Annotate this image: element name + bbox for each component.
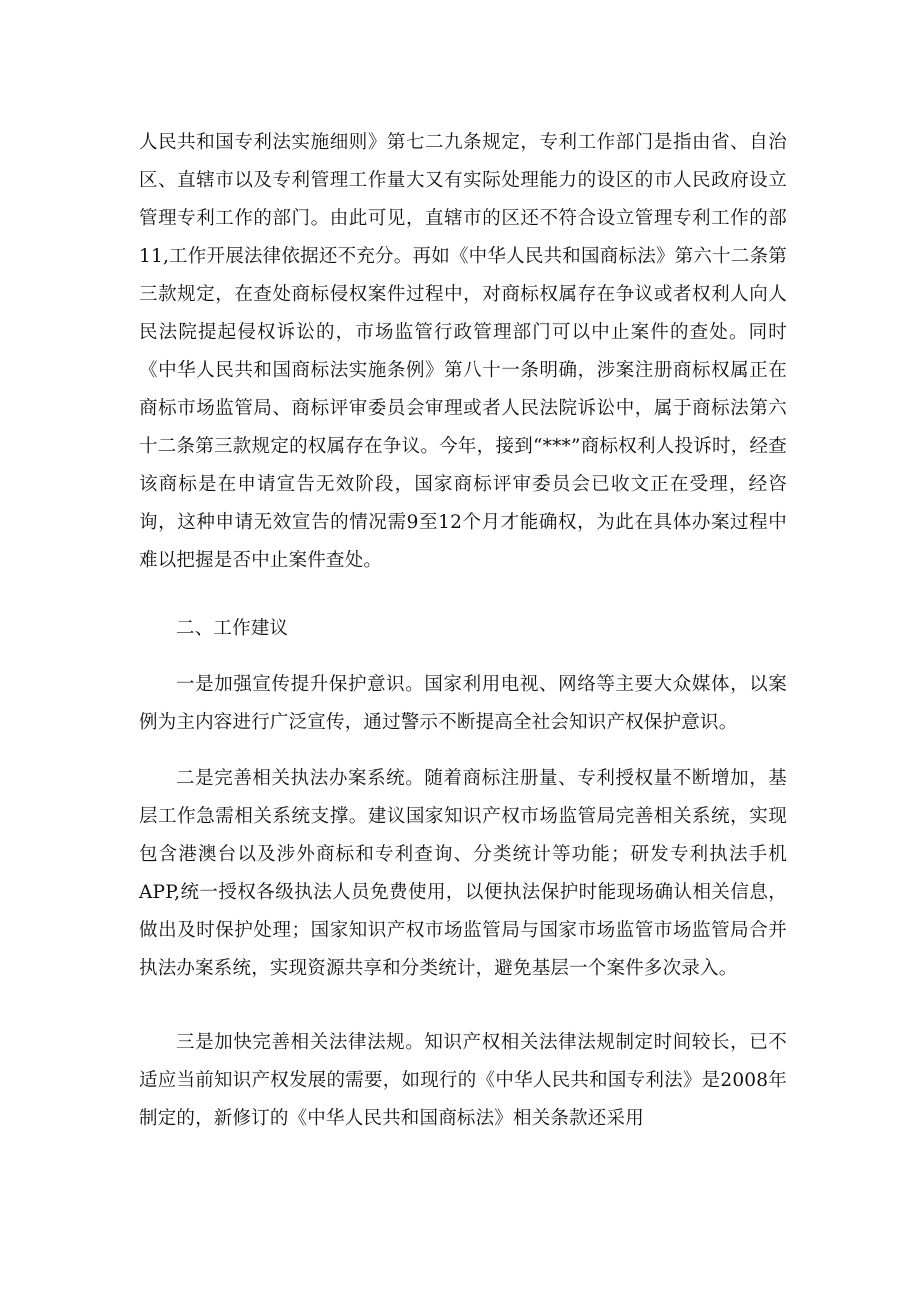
paragraph-text: 三是加快完善相关法律法规。知识产权相关法律法规制定时间较长，已不适应当前知识产权发展的需要，如现行的《中华人民共和国专利法》是2008年制定的，新修订的《中华人民共和国商标法》相关条款还采用 <box>139 1032 787 1129</box>
paragraph-text: 一是加强宣传提升保护意识。国家利用电视、网络等主要大众媒体，以案例为主内容进行广泛宣传，通过警示不断提高全社会知识产权保护意识。 <box>139 674 787 733</box>
section-heading <box>139 610 787 648</box>
paragraph-text: 二是完善相关执法办案系统。随着商标注册量、专利授权量不断增加，基层工作急需相关系统支撑。建议国家知识产权市场监管局完善相关系统，实现包含港澳台以及涉外商标和专利查询、分类统计等功能；研发专利执法手机APP,统一授权各级执法人员免费使用，以便执法保护时能现场确认相关信息，做出及时保护处理；国家知识产权市场监管局与国家市场监管市场监管局合并执法办案系统，实现资源共享和分类统计，避免基层一个案件多次录入。 <box>139 768 787 979</box>
paragraph-text: 人民共和国专利法实施细则》第七二九条规定，专利工作部门是指由省、自治区、直辖市以及专利管理工作量大又有实际处理能力的设区的市人民政府设立管理专利工作的部门。由此可见，直辖市的区还不符合设立管理专利工作的部11,工作开展法律依据还不充分。再如《中华人民共和国商标法》第六十二条第三款规定，在查处商标侵权案件过程中，对商标权属存在争议或者权利人向人民法院提起侵权诉讼的，市场监管行政管理部门可以中止案件的查处。同时《中华人民共和国商标法实施条例》第八十一条明确，涉案注册商标权属正在商标市场监管局、商标评审委员会审理或者人民法院诉讼中，属于商标法第六十二条第三款规定的权属存在争议。今年，接到“***”商标权利人投诉时，经查该商标是在申请宣告无效阶段，国家商标评审委员会已收文正在受理，经咨询，这种申请无效宣告的情况需9至12个月才能确权，为此在具体办案过程中难以把握是否中止案件查处。 <box>139 132 787 571</box>
paragraph-suggestion-two <box>139 760 787 988</box>
paragraph-continuation <box>139 124 787 580</box>
paragraph-suggestion-one <box>139 666 787 742</box>
section-heading-text: 二、工作建议 <box>176 618 289 639</box>
paragraph-suggestion-three <box>139 1024 787 1138</box>
